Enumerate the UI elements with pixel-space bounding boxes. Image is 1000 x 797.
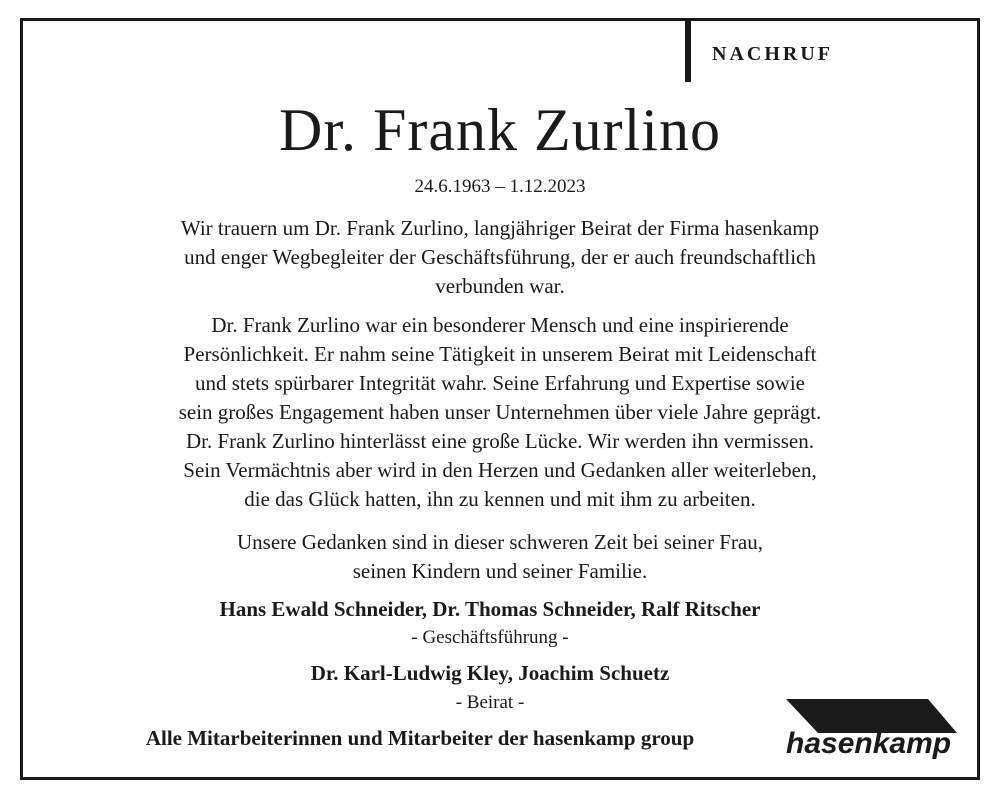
text-line: sein großes Engagement haben unser Unternehmen über viele Jahre geprägt. — [178, 400, 822, 424]
text-line: die das Glück hatten, ihn zu kennen und mit ihm zu arbeiten. — [244, 487, 756, 511]
board-names: Dr. Karl-Ludwig Kley, Joachim Schuetz — [310, 661, 670, 685]
text-line: und stets spürbarer Integrität wahr. Seine Erfahrung und Expertise sowie — [195, 371, 805, 395]
text-line: Dr. Frank Zurlino war ein besonderer Mensch und eine inspirierende — [211, 313, 789, 337]
text-line: Dr. Frank Zurlino hinterlässt eine große Lücke. Wir werden ihn vermissen. — [185, 429, 815, 453]
text-line: Persönlichkeit. Er nahm seine Tätigkeit in unserem Beirat mit Leidenschaft — [183, 342, 817, 366]
text-line: und enger Wegbegleiter der Geschäftsführung, der er auch freundschaftlich — [184, 245, 816, 269]
staff-signature: Alle Mitarbeiterinnen und Mitarbeiter der hasenkamp group — [145, 726, 695, 750]
board-role: - Beirat - — [455, 692, 525, 713]
text-line: seinen Kindern und seiner Familie. — [352, 559, 648, 583]
text-line: Sein Vermächtnis aber wird in den Herzen und Gedanken aller weiterleben, — [183, 458, 817, 482]
management-names: Hans Ewald Schneider, Dr. Thomas Schneider, Ralf Ritscher — [219, 597, 761, 621]
notice-type: NACHRUF — [712, 43, 833, 65]
paragraph-3 — [60, 427, 940, 514]
text-line: verbunden war. — [435, 274, 565, 298]
paragraph-4 — [60, 528, 940, 586]
paragraph-2 — [60, 311, 940, 427]
life-dates: 24.6.1963 – 1.12.2023 — [414, 176, 586, 197]
text-line: Unsere Gedanken sind in dieser schweren Zeit bei seiner Frau, — [237, 530, 763, 554]
logo-wordmark: hasenkamp — [786, 727, 952, 759]
header-rule — [685, 18, 691, 82]
management-role: - Geschäftsführung - — [411, 627, 569, 648]
deceased-name: Dr. Frank Zurlino — [279, 97, 721, 163]
paragraph-1 — [60, 214, 940, 301]
text-line: Wir trauern um Dr. Frank Zurlino, langjähriger Beirat der Firma hasenkamp — [180, 216, 820, 240]
hasenkamp-logo — [782, 695, 957, 759]
